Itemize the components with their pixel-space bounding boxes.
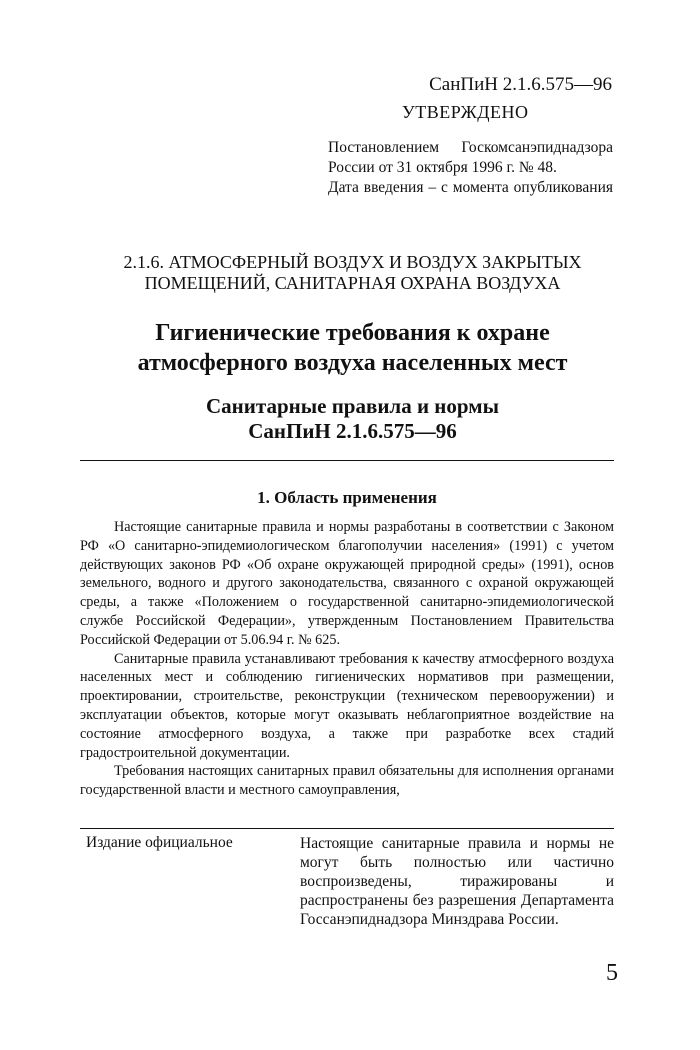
document-code: СанПиН 2.1.6.575—96 [429, 74, 612, 95]
document-title: Гигиенические требования к охране атмосферного воздуха населенных мест [137, 320, 568, 376]
approval-details [328, 138, 613, 198]
section-title: 1. Область применения [257, 488, 437, 507]
section-heading: 2.1.6. АТМОСФЕРНЫЙ ВОЗДУХ И ВОЗДУХ ЗАКРЫТЫХ ПОМЕЩЕНИЙ, САНИТАРНАЯ ОХРАНА ВОЗДУХА [123, 252, 582, 293]
section-body [80, 518, 614, 800]
approval-decree: Постановлением Госкомсанэпиднадзора России от 31 октября 1996 г. № 48. [328, 139, 613, 176]
subtitle-line-1: Санитарные правила и нормы [206, 394, 499, 418]
copyright-notice: Настоящие санитарные правила и нормы не могут быть полностью или частично воспроизведены, тиражированы и распространены без разрешения Департамента Госсанэпиднадзора Минздрава России. [300, 835, 614, 928]
page-number: 5 [606, 960, 618, 986]
approval-stamp: УТВЕРЖДЕНО [402, 102, 529, 122]
document-subtitle [80, 394, 625, 444]
paragraph: Требования настоящих санитарных правил обязательны для исполнения органами государственной власти и местного самоуправления, [80, 763, 614, 799]
official-edition-label: Издание официальное [86, 834, 233, 851]
horizontal-rule [80, 460, 614, 461]
footer-rule [80, 828, 614, 829]
subtitle-line-2: СанПиН 2.1.6.575—96 [248, 419, 457, 443]
paragraph: Санитарные правила устанавливают требования к качеству атмосферного воздуха населенных мест и соблюдению гигиенических нормативов при размещении, проектировании, строительстве, реконструкции (техническом перевооружении) и эксплуатации объектов, которые могут оказывать неблагоприятное воздействие на состояние атмосферного воздуха, а также при разработке всех стадий градостроительной документации. [80, 650, 614, 761]
effective-date: Дата введения – с момента опубликования [328, 179, 613, 196]
paragraph: Настоящие санитарные правила и нормы разработаны в соответствии с Законом РФ «О санитарно-эпидемиологическом благополучии населения» (1991) с учетом действующих законов РФ «Об охране окружающей природной среды» (1991), основ земельного, водного и другого законодательства, связанного с охраной окружающей среды, а также «Положением о государственной санитарно-эпидемиологической службе Российской Федерации», утвержденным Постановлением Правительства Российской Федерации от 5.06.94 г. № 625. [80, 519, 614, 648]
